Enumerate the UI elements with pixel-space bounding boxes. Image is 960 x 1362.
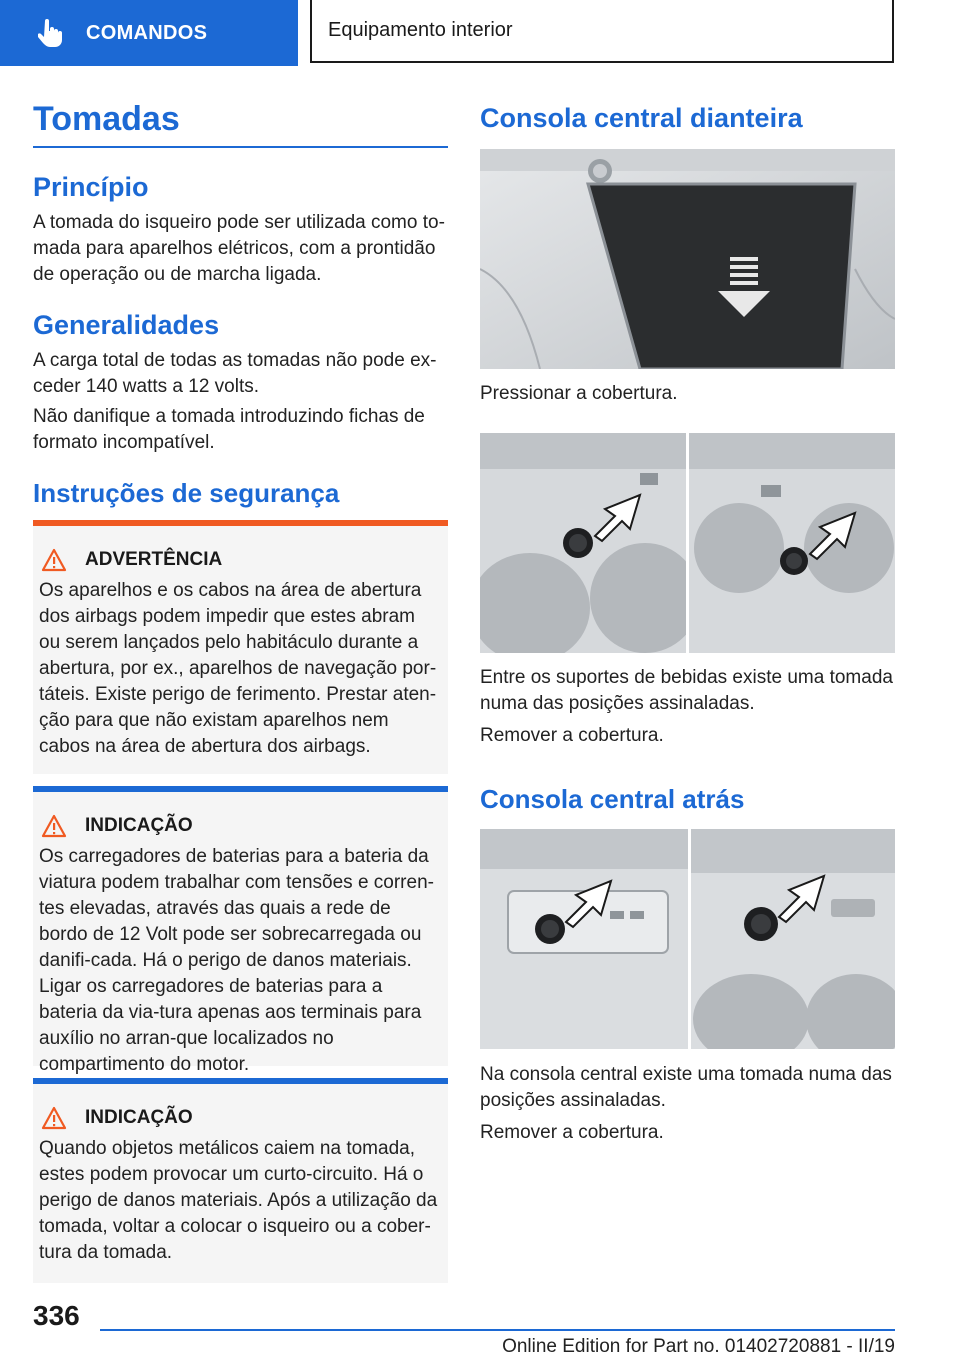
footer-divider <box>100 1329 895 1331</box>
title-divider <box>33 146 448 148</box>
heading-generalidades: Generalidades <box>33 310 220 340</box>
caption-press-cover: Pressionar a cobertura. <box>480 383 678 404</box>
page-number: 336 <box>33 1300 80 1331</box>
note-title-2: INDICAÇÃO <box>85 1107 193 1128</box>
heading-principio: Princípio <box>33 172 149 202</box>
warning-triangle-icon <box>41 548 67 572</box>
note-box-2 <box>33 1078 448 1283</box>
caption-remove-cover-rear: Remover a cobertura. <box>480 1122 664 1143</box>
heading-seguranca: Instruções de segurança <box>33 478 340 508</box>
heading-consola-dianteira: Consola central dianteira <box>480 103 803 133</box>
note-bar-2 <box>33 1078 448 1084</box>
warning-title: ADVERTÊNCIA <box>85 549 223 570</box>
warning-box <box>33 520 448 774</box>
note-triangle-icon <box>41 814 67 838</box>
photo-cupholder-right <box>689 433 895 653</box>
chapter-tab[interactable] <box>0 0 298 66</box>
hand-pointer-icon <box>38 19 64 47</box>
note-title-1: INDICAÇÃO <box>85 815 193 836</box>
note-triangle-icon <box>41 1106 67 1130</box>
heading-consola-atras: Consola central atrás <box>480 784 745 814</box>
section-title: Equipamento interior <box>310 0 894 63</box>
photo-rear-console-left <box>480 829 688 1049</box>
caption-cupholder-socket: Entre os suportes de bebidas existe uma tomada numa das posições assinaladas. <box>480 667 893 714</box>
warning-bar <box>33 520 448 526</box>
generalidades-text-1: A carga total de todas as tomadas não pode ex-ceder 140 watts a 12 volts. <box>33 350 437 397</box>
principio-text: A tomada do isqueiro pode ser utilizada como to-mada para aparelhos elétricos, com a prontidão de operação ou de marcha ligada. <box>33 212 445 285</box>
caption-rear-socket: Na consola central existe uma tomada numa das posições assinaladas. <box>480 1064 892 1111</box>
photo-front-console-cover <box>480 149 895 369</box>
caption-remove-cover-front: Remover a cobertura. <box>480 725 664 746</box>
note-bar-1 <box>33 786 448 792</box>
generalidades-text-2: Não danifique a tomada introduzindo fichas de formato incompatível. <box>33 406 425 453</box>
note-text-2: Quando objetos metálicos caiem na tomada, estes podem provocar um curto-circuito. Há o perigo de danos materiais. Após a utilização da tomada, voltar a colocar o isqueiro ou a cober-tura da tomada. <box>39 1138 438 1263</box>
footer-edition: Online Edition for Part no. 01402720881 - II/19 <box>502 1336 895 1357</box>
photo-rear-console-right <box>691 829 895 1049</box>
page-title: Tomadas <box>33 100 180 138</box>
note-box-1 <box>33 786 448 1075</box>
note-text-1: Os carregadores de baterias para a bateria da viatura podem trabalhar com tensões e corren-tes elevadas, através das quais a rede de bordo de 12 Volt pode ser sobrecarregada ou danifi-cada. Há o perigo de danos materiais. Ligar os carregadores de baterias para a bateria da via-tura apenas aos terminais para auxílio no arran-que localizados no compartimento do motor. <box>39 846 434 1075</box>
warning-text: Os aparelhos e os cabos na área de abertura dos airbags podem impedir que estes abram ou serem lançados pelo habitáculo durante a abertura, por ex., aparelhos de navegação por-táteis. Existe perigo de ferimento. Prestar aten-ção para que não existam aparelhos nem cabos na área de abertura dos airbags. <box>39 580 437 757</box>
chapter-tab-label: COMANDOS <box>86 21 208 44</box>
photo-cupholder-left <box>480 433 686 653</box>
